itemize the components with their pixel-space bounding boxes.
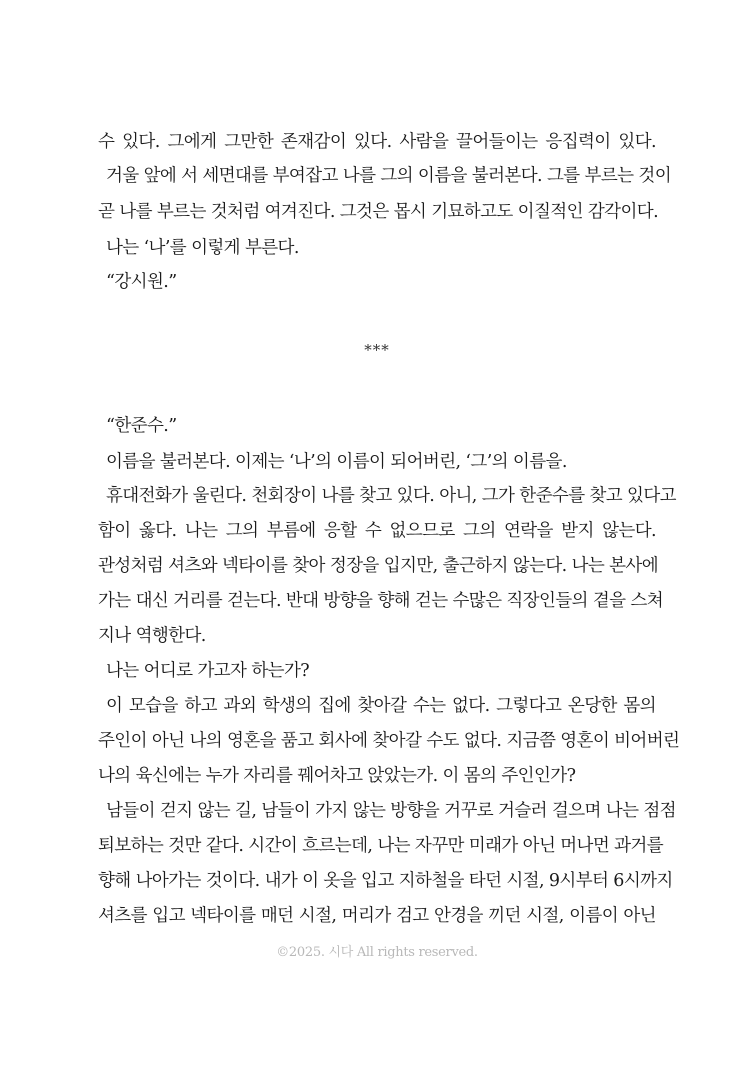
paragraph-line: 향해 나아가는 것이다. 내가 이 옷을 입고 지하철을 타던 시절, 9시부터 6시까지	[98, 871, 673, 891]
paragraph-line: 이름을 불러본다. 이제는 ‘나’의 이름이 되어버린, ‘그’의 이름을.	[106, 452, 567, 472]
paragraph-line: 주인이 아닌 나의 영혼을 품고 회사에 찾아갈 수도 없다. 지금쯤 영혼이 비어버린	[98, 731, 680, 751]
paragraph-line: 거울 앞에 서 세면대를 부여잡고 나를 그의 이름을 불러본다. 그를 부르는 것이	[106, 166, 672, 186]
dialogue-line: “강시원.”	[106, 272, 177, 292]
paragraph-line: 수 있다. 그에게 그만한 존재감이 있다. 사람을 끌어들이는 응집력이 있다.	[98, 132, 656, 152]
paragraph-line: 휴대전화가 울린다. 천회장이 나를 찾고 있다. 아니, 그가 한준수를 찾고 있다고	[106, 486, 676, 506]
paragraph-line: 지나 역행한다.	[98, 626, 206, 646]
paragraph-line: 관성처럼 셔츠와 넥타이를 찾아 정장을 입지만, 출근하지 않는다. 나는 본사에	[98, 556, 659, 576]
paragraph-line: 나는 어디로 가고자 하는가?	[106, 661, 310, 681]
paragraph-line: 남들이 걷지 않는 길, 남들이 가지 않는 방향을 거꾸로 거슬러 걸으며 나는 점점	[106, 801, 676, 821]
dialogue-line: “한준수.”	[106, 416, 177, 436]
paragraph-line: 퇴보하는 것만 같다. 시간이 흐르는데, 나는 자꾸만 미래가 아닌 머나먼 과거를	[98, 836, 664, 856]
paragraph-line: 나의 육신에는 누가 자리를 꿰어차고 앉았는가. 이 몸의 주인인가?	[98, 766, 576, 786]
paragraph-line: 함이 옳다. 나는 그의 부름에 응할 수 없으므로 그의 연락을 받지 않는다.	[98, 521, 656, 541]
paragraph-line: 곧 나를 부르는 것처럼 여겨진다. 그것은 몹시 기묘하고도 이질적인 감각이다.	[98, 202, 659, 222]
paragraph-line: 나는 ‘나’를 이렇게 부른다.	[106, 238, 299, 258]
paragraph-line: 셔츠를 입고 넥타이를 매던 시절, 머리가 검고 안경을 끼던 시절, 이름이 아닌	[98, 906, 656, 926]
copyright-footer: ©2025. 시다 All rights reserved.	[276, 945, 478, 960]
paragraph-line: 가는 대신 거리를 걷는다. 반대 방향을 향해 걷는 수많은 직장인들의 곁을 스쳐	[98, 591, 664, 611]
scene-separator: ***	[364, 341, 390, 359]
paragraph-line: 이 모습을 하고 과외 학생의 집에 찾아갈 수는 없다. 그렇다고 온당한 몸의	[106, 696, 656, 716]
